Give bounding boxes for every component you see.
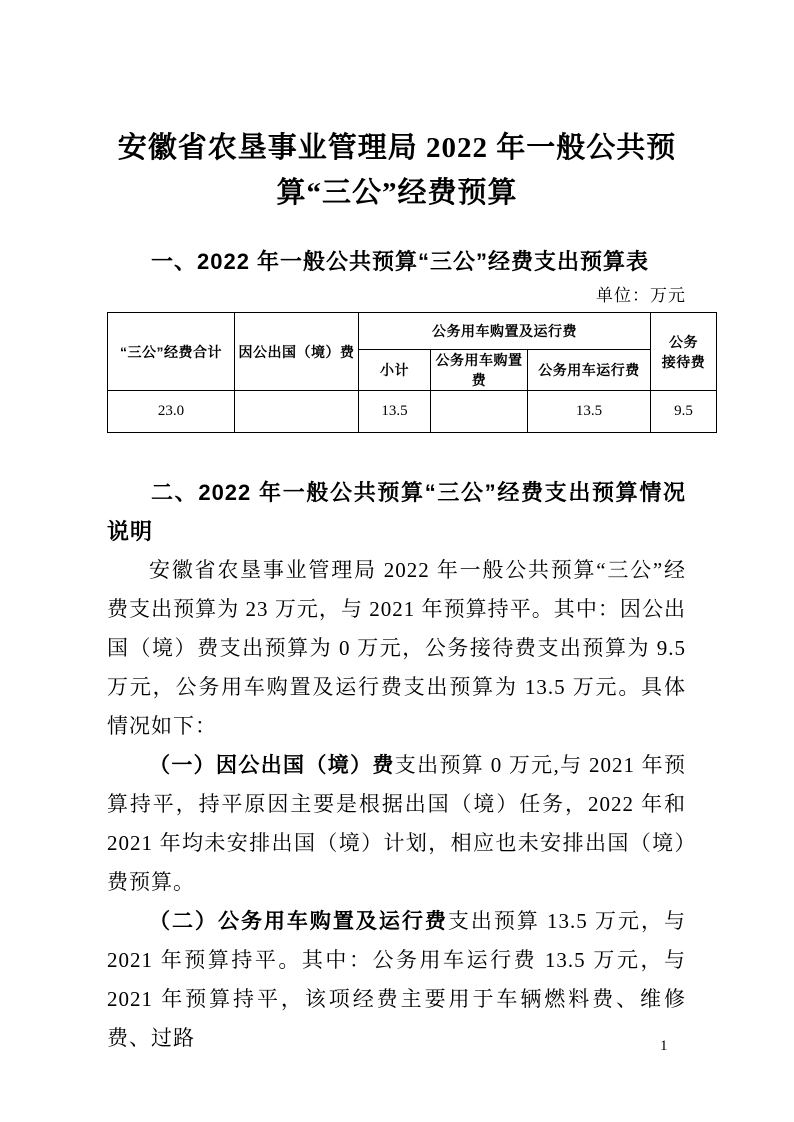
budget-table: [107, 312, 717, 433]
paragraph-abroad-text: 支出预算 0 万元,与 2021 年预算持平，持平原因主要是根据出国（境）任务，2022 年和 2021 年均未安排出国（境）计划，相应也未安排出国（境）费预算。: [107, 753, 686, 894]
paragraph-abroad-bold: （一）因公出国（境）费: [149, 754, 395, 777]
cell-vehicle-purchase: [431, 391, 528, 433]
paragraph-overview: [107, 551, 686, 746]
header-abroad: 因公出国（境）费: [235, 313, 359, 391]
section1-heading: 一、2022 年一般公共预算“三公”经费支出预算表: [151, 249, 650, 274]
header-total: “三公”经费合计: [108, 313, 235, 391]
unit-note: 单位：万元: [596, 286, 686, 305]
paragraph-vehicle: [107, 902, 686, 1058]
header-vehicle-purchase: 公务用车购置费: [431, 350, 528, 391]
cell-vehicle-operation: 13.5: [528, 391, 651, 433]
document-title: [30, 126, 764, 216]
paragraph-abroad: [107, 746, 686, 902]
section2-heading: 二、2022 年一般公共预算“三公”经费支出预算情况说明: [107, 480, 686, 544]
header-vehicle-subtotal: 小计: [359, 350, 431, 391]
header-vehicle-group: 公务用车购置及运行费: [359, 313, 651, 350]
header-vehicle-operation: 公务用车运行费: [528, 350, 651, 391]
cell-vehicle-subtotal: 13.5: [359, 391, 431, 433]
content-area: [107, 242, 706, 1058]
paragraph-overview-text: 安徽省农垦事业管理局 2022 年一般公共预算“三公”经费支出预算为 23 万元，与 2021 年预算持平。其中：因公出国（境）费支出预算为 0 万元，公务接待费支出预算为 9.5 万元，公务用车购置及运行费支出预算为 13.5 万元。具体情况如下：: [107, 558, 686, 738]
document-title-line1: 安徽省农垦事业管理局 2022 年一般公共预: [117, 132, 677, 164]
header-reception-line2: 接待费: [661, 353, 706, 370]
header-reception-line1: 公务: [669, 333, 698, 350]
page-number: 1: [660, 1038, 668, 1054]
cell-abroad: [235, 391, 359, 433]
paragraph-vehicle-bold: （二）公务用车购置及运行费: [149, 910, 448, 933]
header-reception: [651, 313, 717, 391]
document-title-line2: 算“三公”经费预算: [276, 177, 518, 209]
table-header-row-1: [108, 313, 717, 350]
paragraph-vehicle-text: 支出预算 13.5 万元，与 2021 年预算持平。其中：公务用车运行费 13.5 万元，与 2021 年预算持平，该项经费主要用于车辆燃料费、维修费、过路: [107, 909, 687, 1050]
cell-reception: 9.5: [651, 391, 717, 433]
table-data-row: [108, 391, 717, 433]
cell-total: 23.0: [108, 391, 235, 433]
